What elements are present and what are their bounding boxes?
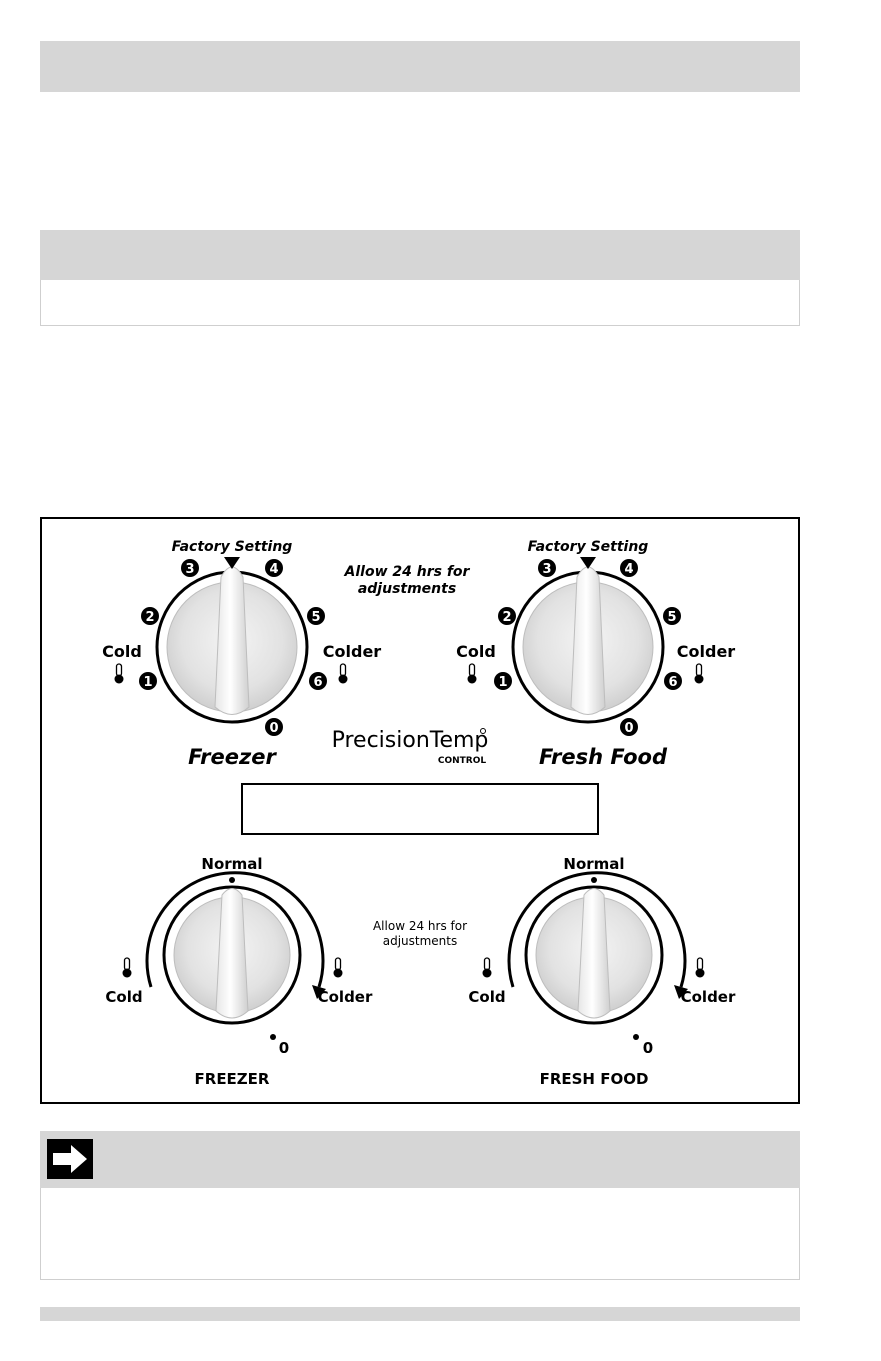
fresh-food-normal-label: Normal — [563, 855, 625, 873]
svg-text:4: 4 — [269, 562, 279, 577]
fresh-food-title: Fresh Food — [539, 745, 667, 769]
freezer-cold-label-bottom: Cold — [105, 988, 143, 1006]
svg-text:4: 4 — [624, 562, 634, 577]
fresh-food-cold-label: Cold — [456, 642, 496, 661]
allow-note-bottom-line-1: Allow 24 hrs for — [372, 919, 468, 933]
svg-text:1: 1 — [498, 675, 508, 690]
brand-logo: PrecisionTemp — [331, 728, 489, 753]
fresh-food-colder-label: Colder — [676, 642, 736, 661]
factory-setting-label-right: Factory Setting — [527, 539, 649, 555]
brand-sub-label: CONTROL — [437, 756, 487, 766]
svg-text:3: 3 — [542, 562, 552, 577]
header-band-2 — [40, 230, 800, 280]
svg-text:0: 0 — [269, 721, 279, 736]
blank-label-box — [242, 784, 598, 834]
factory-setting-label: Factory Setting — [171, 539, 293, 555]
fresh-food-zero-label: 0 — [642, 1039, 654, 1057]
svg-text:6: 6 — [668, 675, 678, 690]
freezer-title: Freezer — [188, 745, 276, 769]
svg-text:5: 5 — [311, 610, 321, 625]
svg-text:0: 0 — [624, 721, 634, 736]
svg-text:2: 2 — [502, 610, 512, 625]
content-box-2 — [40, 280, 800, 326]
freezer-colder-label: Colder — [322, 642, 382, 661]
freezer-normal-label: Normal — [201, 855, 263, 873]
freezer-zero-label: 0 — [278, 1039, 290, 1057]
svg-text:1: 1 — [143, 675, 153, 690]
allow-note-bottom-line-2: adjustments — [382, 934, 458, 948]
freezer-title-bottom: FREEZER — [194, 1070, 270, 1088]
svg-text:6: 6 — [313, 675, 323, 690]
fresh-food-title-bottom: FRESH FOOD — [539, 1070, 649, 1088]
svg-text:2: 2 — [145, 610, 155, 625]
footer-bar — [40, 1307, 800, 1321]
fresh-food-colder-label-bottom: Colder — [680, 988, 736, 1006]
note-content-box — [40, 1188, 800, 1280]
svg-text:3: 3 — [185, 562, 195, 577]
freezer-cold-label: Cold — [102, 642, 142, 661]
note-header-band — [40, 1131, 800, 1188]
allow-note-line-1: Allow 24 hrs for — [344, 564, 470, 580]
arrow-right-icon — [47, 1139, 93, 1179]
control-panel-diagram — [40, 517, 800, 1104]
svg-text:5: 5 — [667, 610, 677, 625]
allow-note-line-2: adjustments — [357, 581, 457, 597]
freezer-colder-label-bottom: Colder — [317, 988, 373, 1006]
fresh-food-cold-label-bottom: Cold — [468, 988, 506, 1006]
header-band-1 — [40, 41, 800, 92]
